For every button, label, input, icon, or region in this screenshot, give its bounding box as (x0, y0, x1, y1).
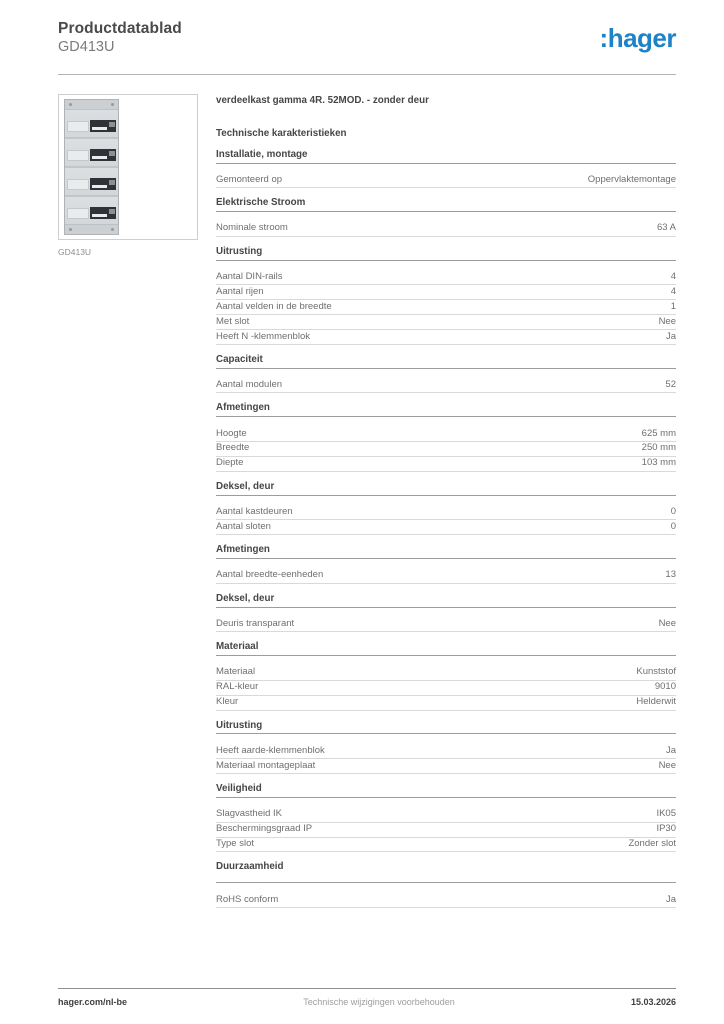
spec-row-value: 625 mm (641, 427, 676, 439)
spec-row (216, 315, 676, 330)
spec-section (216, 198, 676, 237)
spec-row (216, 330, 676, 345)
spec-section-title: Capaciteit (216, 355, 676, 369)
spec-row-label: Slagvastheid IK (216, 808, 283, 820)
spec-row-label: Met slot (216, 315, 250, 327)
spec-row-value: 1 (670, 300, 676, 312)
spec-row-label: Aantal DIN-rails (216, 270, 283, 282)
spec-section-title: Uitrusting (216, 721, 676, 735)
spec-row-label: Heeft N -klemmenblok (216, 330, 310, 342)
spec-row-value: 0 (670, 505, 676, 517)
spec-row (216, 569, 676, 584)
spec-row-value: Helderwit (636, 696, 676, 708)
spec-section (216, 403, 676, 471)
spec-section-title: Afmetingen (216, 545, 676, 559)
spec-row (216, 893, 676, 908)
spec-row (216, 666, 676, 681)
spec-section-title: Deksel, deur (216, 482, 676, 496)
product-image (58, 94, 198, 240)
spec-row-label: Gemonteerd op (216, 173, 283, 185)
cabinet-rows (65, 110, 118, 224)
spec-section-title: Uitrusting (216, 247, 676, 261)
cabinet-blank-cover (67, 208, 89, 219)
spec-row (216, 617, 676, 632)
spec-section-title: Materiaal (216, 642, 676, 656)
spec-row (216, 270, 676, 285)
spec-section-title: Veiligheid (216, 784, 676, 798)
spec-section (216, 862, 676, 908)
spec-section (216, 355, 676, 394)
cabinet-breaker-modules (90, 149, 117, 161)
spec-row-value: Ja (665, 330, 676, 342)
spec-row-label: Kleur (216, 696, 239, 708)
cabinet-breaker-modules (90, 207, 117, 219)
spec-section (216, 150, 676, 189)
spec-row (216, 744, 676, 759)
spec-row-label: Nominale stroom (216, 222, 288, 234)
footer-notice: Technische wijzigingen voorbehouden (303, 997, 455, 1007)
spec-row-value: Kunststof (636, 666, 676, 678)
spec-row (216, 442, 676, 457)
cabinet-breaker-modules (90, 178, 117, 190)
cabinet-bottom-band (65, 224, 118, 234)
spec-section-title: Deksel, deur (216, 594, 676, 608)
spec-row-value: Ja (665, 893, 676, 905)
spec-row-label: Breedte (216, 442, 250, 454)
product-image-caption: GD413U (58, 247, 92, 258)
footer (58, 988, 676, 1007)
spec-row (216, 823, 676, 838)
spec-row (216, 681, 676, 696)
spec-row-label: Materiaal (216, 666, 256, 678)
spec-row-label: Deuris transparant (216, 617, 295, 629)
spec-row (216, 759, 676, 774)
cabinet-row (65, 139, 118, 168)
product-reference: GD413U (58, 38, 115, 55)
footer-website-link[interactable]: hager.com/nl-be (58, 997, 128, 1007)
spec-row-label: Heeft aarde-klemmenblok (216, 744, 325, 756)
spec-row-label: Diepte (216, 457, 244, 469)
spec-row-value: IP30 (656, 823, 676, 835)
spec-section (216, 721, 676, 774)
spec-row-label: RoHS conform (216, 893, 279, 905)
main-content (0, 75, 724, 908)
spec-section (216, 642, 676, 710)
cabinet-breaker-modules (90, 120, 117, 132)
spec-row-value: 0 (670, 520, 676, 532)
spec-row (216, 696, 676, 711)
spec-section (216, 545, 676, 584)
spec-row-label: Aantal sloten (216, 520, 271, 532)
spec-row (216, 427, 676, 442)
spec-section (216, 247, 676, 345)
spec-section-title: Elektrische Stroom (216, 198, 676, 212)
spec-row (216, 520, 676, 535)
spec-row (216, 808, 676, 823)
cabinet-row (65, 197, 118, 224)
specs-heading: Technische karakteristieken (216, 128, 347, 140)
spec-row-value: 250 mm (641, 442, 676, 454)
spec-row (216, 457, 676, 472)
spec-row-label: Aantal rijen (216, 285, 264, 297)
spec-row-value: 103 mm (641, 457, 676, 469)
spec-row (216, 173, 676, 188)
spec-row (216, 285, 676, 300)
spec-row (216, 838, 676, 853)
hager-logo: :hager (599, 23, 676, 53)
spec-row-value: 4 (670, 285, 676, 297)
header (0, 0, 724, 56)
cabinet-blank-cover (67, 179, 89, 190)
spec-row-value: 52 (665, 379, 676, 391)
spec-row-label: Aantal breedte-eenheden (216, 569, 324, 581)
cabinet-blank-cover (67, 121, 89, 132)
spec-row (216, 222, 676, 237)
spec-row-value: 63 A (656, 222, 676, 234)
spec-row-value: Zonder slot (628, 838, 676, 850)
distribution-cabinet-illustration (64, 99, 119, 235)
spec-row-label: Hoogte (216, 427, 247, 439)
footer-date: 15.03.2026 (630, 997, 676, 1007)
doc-title: Productdatablad (58, 20, 182, 37)
spec-row (216, 505, 676, 520)
spec-row-value: Nee (658, 315, 676, 327)
spec-row-label: Aantal kastdeuren (216, 505, 293, 517)
spec-section-title: Installatie, montage (216, 150, 676, 164)
spec-row-label: RAL-kleur (216, 681, 259, 693)
spec-row-label: Materiaal montageplaat (216, 759, 316, 771)
spec-row-value: Ja (665, 744, 676, 756)
spec-section (216, 482, 676, 535)
product-title: verdeelkast gamma 4R. 52MOD. - zonder deur (216, 95, 429, 107)
spec-section-title: Duurzaamheid (216, 862, 676, 883)
spec-row-value: Nee (658, 617, 676, 629)
spec-row (216, 300, 676, 315)
spec-row-value: Oppervlaktemontage (587, 173, 676, 185)
cabinet-row (65, 168, 118, 197)
cabinet-row (65, 110, 118, 139)
spec-section-title: Afmetingen (216, 403, 676, 417)
spec-row-value: 4 (670, 270, 676, 282)
cabinet-top-band (65, 100, 118, 110)
header-titles (58, 20, 182, 56)
cabinet-blank-cover (67, 150, 89, 161)
spec-row-label: Type slot (216, 838, 255, 850)
spec-row-value: Nee (658, 759, 676, 771)
spec-row-label: Beschermingsgraad IP (216, 823, 313, 835)
specs-column (216, 94, 676, 908)
product-image-column (58, 94, 198, 908)
spec-row-label: Aantal modulen (216, 379, 283, 391)
spec-row-value: 9010 (654, 681, 676, 693)
spec-row (216, 379, 676, 394)
spec-row-value: IK05 (656, 808, 676, 820)
spec-row-label: Aantal velden in de breedte (216, 300, 332, 312)
spec-sections (216, 150, 676, 908)
spec-section (216, 594, 676, 633)
spec-row-value: 13 (665, 569, 676, 581)
spec-section (216, 784, 676, 852)
